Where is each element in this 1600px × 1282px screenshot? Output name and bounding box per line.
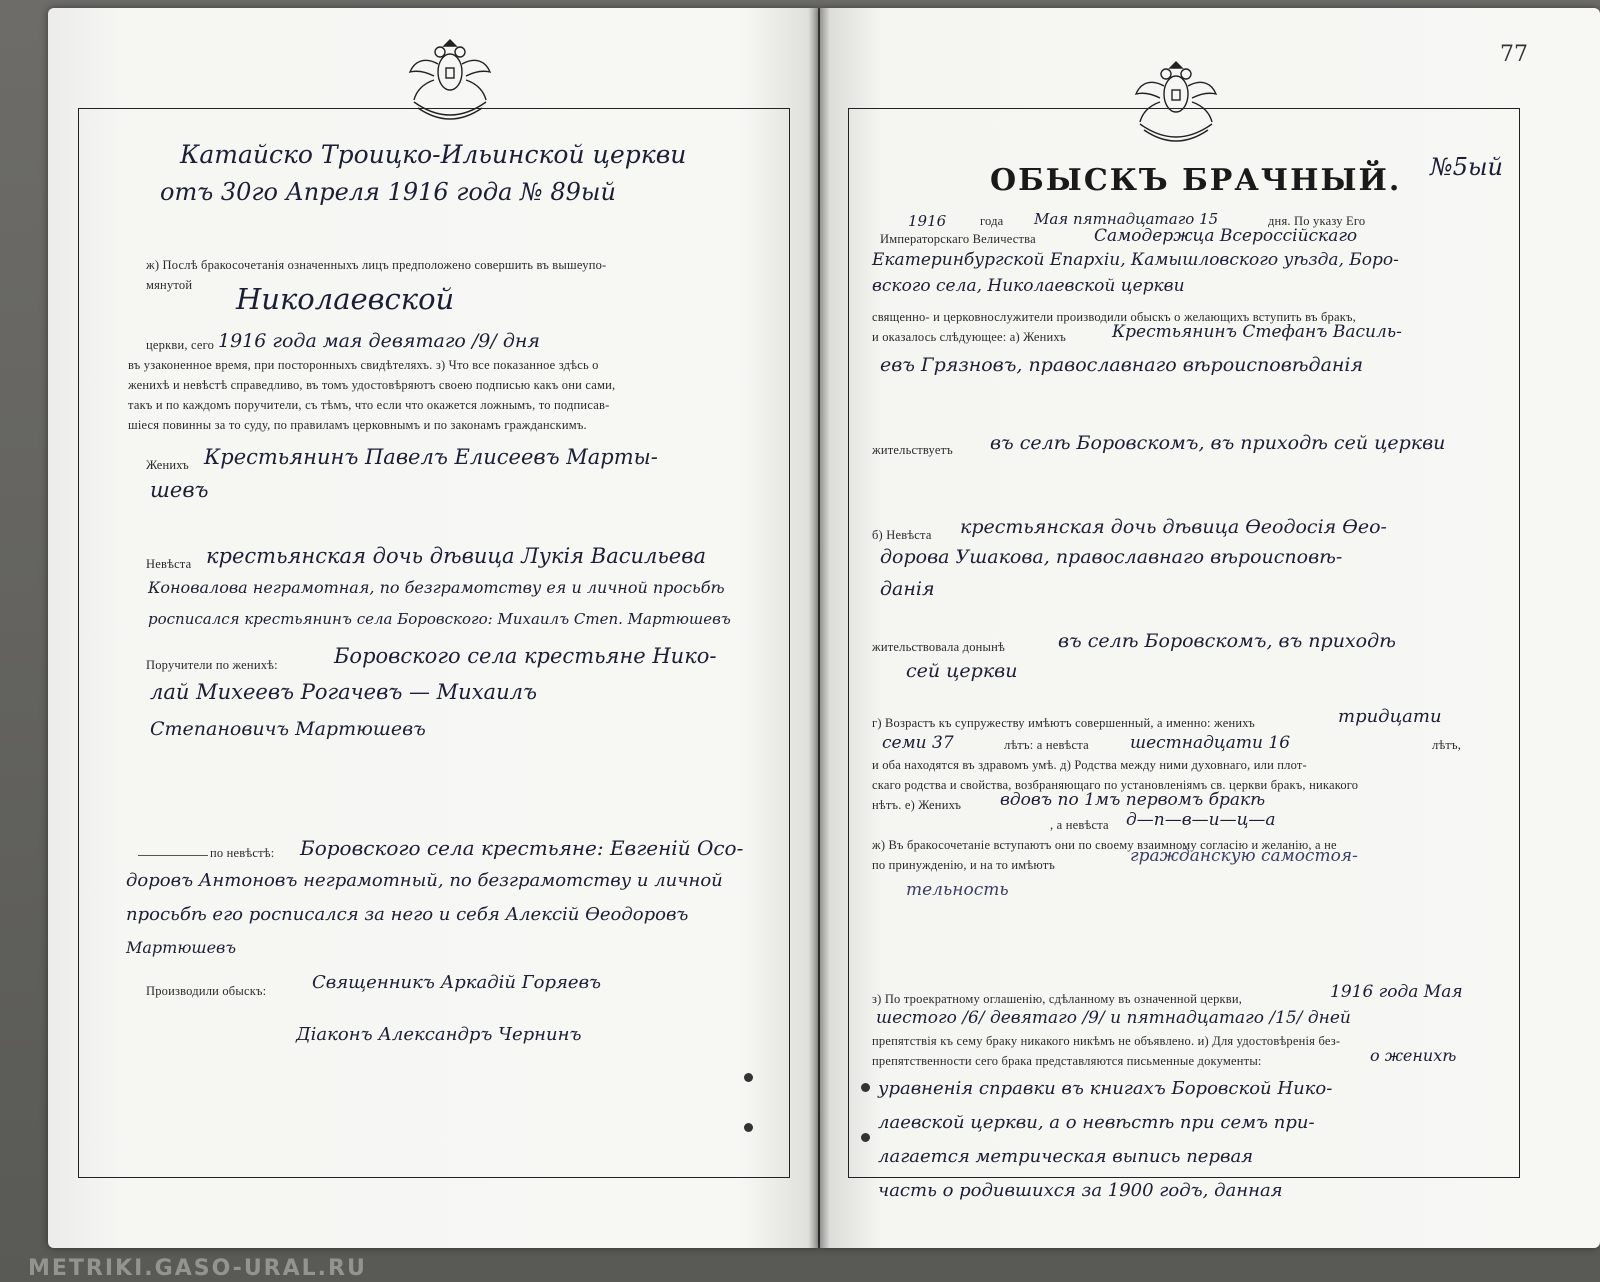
- watermark: METRIKI.GASO-URAL.RU: [28, 1256, 367, 1281]
- right-docs-line1: уравненія справки въ книгахъ Боровской Нико-: [878, 1078, 1333, 1099]
- left-label-groom: Женихъ: [146, 458, 189, 472]
- page-number: 77: [1500, 42, 1528, 67]
- right-age-groom2: семи 37: [882, 733, 954, 753]
- right-print-impediment1: препятствія къ сему браку никакого никѣмъ не объявлено. и) Для удостовѣренія без-: [872, 1034, 1341, 1048]
- right-bride-line3: данія: [880, 578, 935, 600]
- left-wedding-date: 1916 года мая девятаго /9/ дня: [218, 330, 540, 352]
- right-print-clergy2: и оказалось слѣдующее: а) Женихъ: [872, 330, 1067, 344]
- left-bride-line3: росписался крестьянинъ села Боровского: Михаилъ Степ. Мартюшевъ: [148, 610, 731, 628]
- right-print-day: дня. По указу Его: [1268, 214, 1366, 228]
- book-gutter: [808, 8, 830, 1248]
- left-print-a2: мянутой: [146, 278, 193, 292]
- left-print-a1: ж) Послѣ бракосочетанія означенныхъ лицъ предположено совершить въ вышеупо-: [146, 258, 607, 272]
- right-consent-line2: тельность: [906, 880, 1009, 900]
- left-guarantors-groom-line3: Степановичъ Мартюшевъ: [150, 718, 426, 740]
- right-print-mind2: скаго родства и свойства, возбраняющаго по установленіямъ св. церкви бракъ, никакого: [872, 778, 1359, 792]
- right-print-mind1: и оба находятся въ здравомъ умѣ. д) Родства между ними духовнаго, или плот-: [872, 758, 1307, 772]
- left-church-name: Николаевской: [236, 282, 455, 316]
- left-guarantors-bride-line2: доровъ Антоновъ неграмотный, по безграмотству и личной: [126, 870, 723, 891]
- right-print-banns: з) По троекратному оглашенію, сдѣланному въ означенной церкви,: [872, 992, 1243, 1006]
- left-guarantors-bride-line1: Боровского села крестьяне: Евгеній Осо-: [300, 836, 744, 860]
- right-print-age1: г) Возрастъ къ супружеству имѣютъ совершенный, а именно: женихъ: [872, 716, 1255, 730]
- right-print-age3: лѣтъ,: [1432, 738, 1462, 752]
- left-print-c4: шіеся повинны за то суду, по правиламъ церковнымъ и по законамъ гражданскимъ.: [128, 418, 587, 432]
- right-widower: вдовъ по 1мъ первомъ бракѣ: [1000, 790, 1266, 810]
- right-year: 1916: [908, 212, 947, 230]
- left-guarantors-bride-line4: Мартюшевъ: [126, 938, 237, 957]
- left-label-performed-by: Производили обыскъ:: [146, 984, 267, 998]
- left-deacon-signature: Діаконъ Александръ Чернинъ: [296, 1024, 582, 1045]
- left-label-bride: Невѣста: [146, 557, 192, 571]
- left-groom-line2: шевъ: [150, 478, 209, 502]
- binding-hole: [861, 1133, 870, 1142]
- right-print-bride-status: , а невѣста: [1050, 818, 1109, 832]
- document-title: ОБЫСКЪ БРАЧНЫЙ.: [990, 163, 1402, 198]
- right-diocese-line1: Екатеринбургской Епархіи, Камышловского уѣзда, Боро-: [872, 250, 1399, 270]
- right-age-groom: тридцати: [1338, 706, 1442, 727]
- right-label-bride: б) Невѣста: [872, 528, 932, 542]
- left-print-c1: въ узаконенное время, при посторонныхъ свидѣтеляхъ. з) Что все показанное здѣсь о: [128, 358, 599, 372]
- imperial-eagle-crest-icon: [1130, 50, 1222, 150]
- left-guarantors-bride-dash: [138, 855, 208, 856]
- right-print-consent1: ж) Въ бракосочетаніе вступаютъ они по своему взаимному согласію и желанію, а не: [872, 838, 1337, 852]
- right-groom-line2: евъ Грязновъ, православнаго вѣроисповѣданія: [880, 354, 1364, 376]
- right-docs-line3: лагается метрическая выпись первая: [878, 1146, 1254, 1167]
- left-print-c2: женихѣ и невѣстѣ справедливо, въ томъ удостовѣряютъ своею подписью какъ они сами,: [128, 378, 616, 392]
- right-bride-line2: дорова Ушакова, православнаго вѣроисповѣ-: [880, 546, 1343, 568]
- right-label-resides: жительствуетъ: [872, 443, 953, 457]
- left-bride-line2: Коновалова неграмотная, по безграмотству ея и личной просьбѣ: [148, 578, 725, 597]
- left-guarantors-groom-line1: Боровского села крестьяне Нико-: [334, 644, 717, 668]
- left-print-c3: такъ и по каждомъ поручители, съ тѣмъ, что если что окажется ложнымъ, то подписав-: [128, 398, 610, 412]
- binding-hole: [744, 1073, 753, 1082]
- right-resided-line2: сей церкви: [906, 660, 1018, 682]
- right-groom-line1: Крестьянинъ Стефанъ Василь-: [1112, 322, 1402, 342]
- left-guarantors-bride-line3: просьбѣ его росписался за него и себя Алексій Өеодоровъ: [126, 904, 689, 925]
- imperial-eagle-crest-icon: [404, 28, 496, 128]
- right-bride-line1: крестьянская дочь дѣвица Өеодосія Өео-: [960, 516, 1387, 538]
- right-resided-line1: въ селѣ Боровскомъ, въ приходѣ: [1058, 630, 1396, 652]
- right-docs-line4: часть о родившихся за 1900 годъ, данная: [878, 1180, 1283, 1201]
- right-docs-line2: лаевской церкви, а о невѣстѣ при семъ при-: [878, 1112, 1315, 1133]
- left-bride-line1: крестьянская дочь дѣвица Лукія Васильева: [206, 544, 706, 568]
- right-diocese-line2: вского села, Николаевской церкви: [872, 276, 1185, 296]
- right-maiden: д—п—в—и—ц—а: [1126, 810, 1276, 830]
- right-print-year: года: [980, 214, 1004, 228]
- left-header-line2: отъ 30го Апреля 1916 года № 89ый: [160, 178, 616, 206]
- binding-hole: [744, 1123, 753, 1132]
- left-guarantors-groom-line2: лай Михеевъ Рогачевъ — Михаилъ: [150, 680, 537, 704]
- right-print-impediment2: препятственности сего брака представляются письменные документы:: [872, 1054, 1262, 1068]
- right-print-imperial: Императорскаго Величества: [880, 232, 1036, 246]
- right-docs-line0: о женихѣ: [1370, 1046, 1457, 1065]
- right-print-mind3: нѣтъ. е) Женихъ: [872, 798, 962, 812]
- right-print-age2: лѣтъ: а невѣста: [1004, 738, 1089, 752]
- right-banns-line2: шестого /6/ девятаго /9/ и пятнадцатаго /15/ дней: [876, 1008, 1351, 1028]
- left-label-guarantors-bride: по невѣстѣ:: [210, 846, 275, 860]
- right-print-clergy1: священно- и церковнослужители производили обыскъ о желающихъ вступить въ бракъ,: [872, 310, 1356, 324]
- left-header-line1: Катайско Троицко-Ильинской церкви: [180, 140, 687, 169]
- left-print-b: церкви, сего: [146, 338, 215, 352]
- right-print-consent2: по принужденію, и на то имѣютъ: [872, 858, 1056, 872]
- right-month-day: Мая пятнадцатаго 15: [1034, 210, 1219, 228]
- right-label-resided: жительствовала донынѣ: [872, 640, 1006, 654]
- right-age-bride: шестнадцати 16: [1130, 733, 1291, 753]
- left-groom-line1: Крестьянинъ Павелъ Елисеевъ Марты-: [204, 445, 658, 469]
- right-banns-line1: 1916 года Мая: [1330, 982, 1463, 1002]
- record-number: №5ый: [1430, 153, 1503, 181]
- left-label-guarantors-groom: Поручители по женихѣ:: [146, 658, 278, 672]
- right-resides: въ селѣ Боровскомъ, въ приходѣ сей церкви: [990, 432, 1446, 454]
- right-consent-line1: гражданскую самостоя-: [1130, 846, 1358, 866]
- right-autocrat: Самодержца Всероссійскаго: [1094, 226, 1358, 246]
- left-priest-signature: Священникъ Аркадій Горяевъ: [312, 972, 602, 993]
- binding-hole: [861, 1083, 870, 1092]
